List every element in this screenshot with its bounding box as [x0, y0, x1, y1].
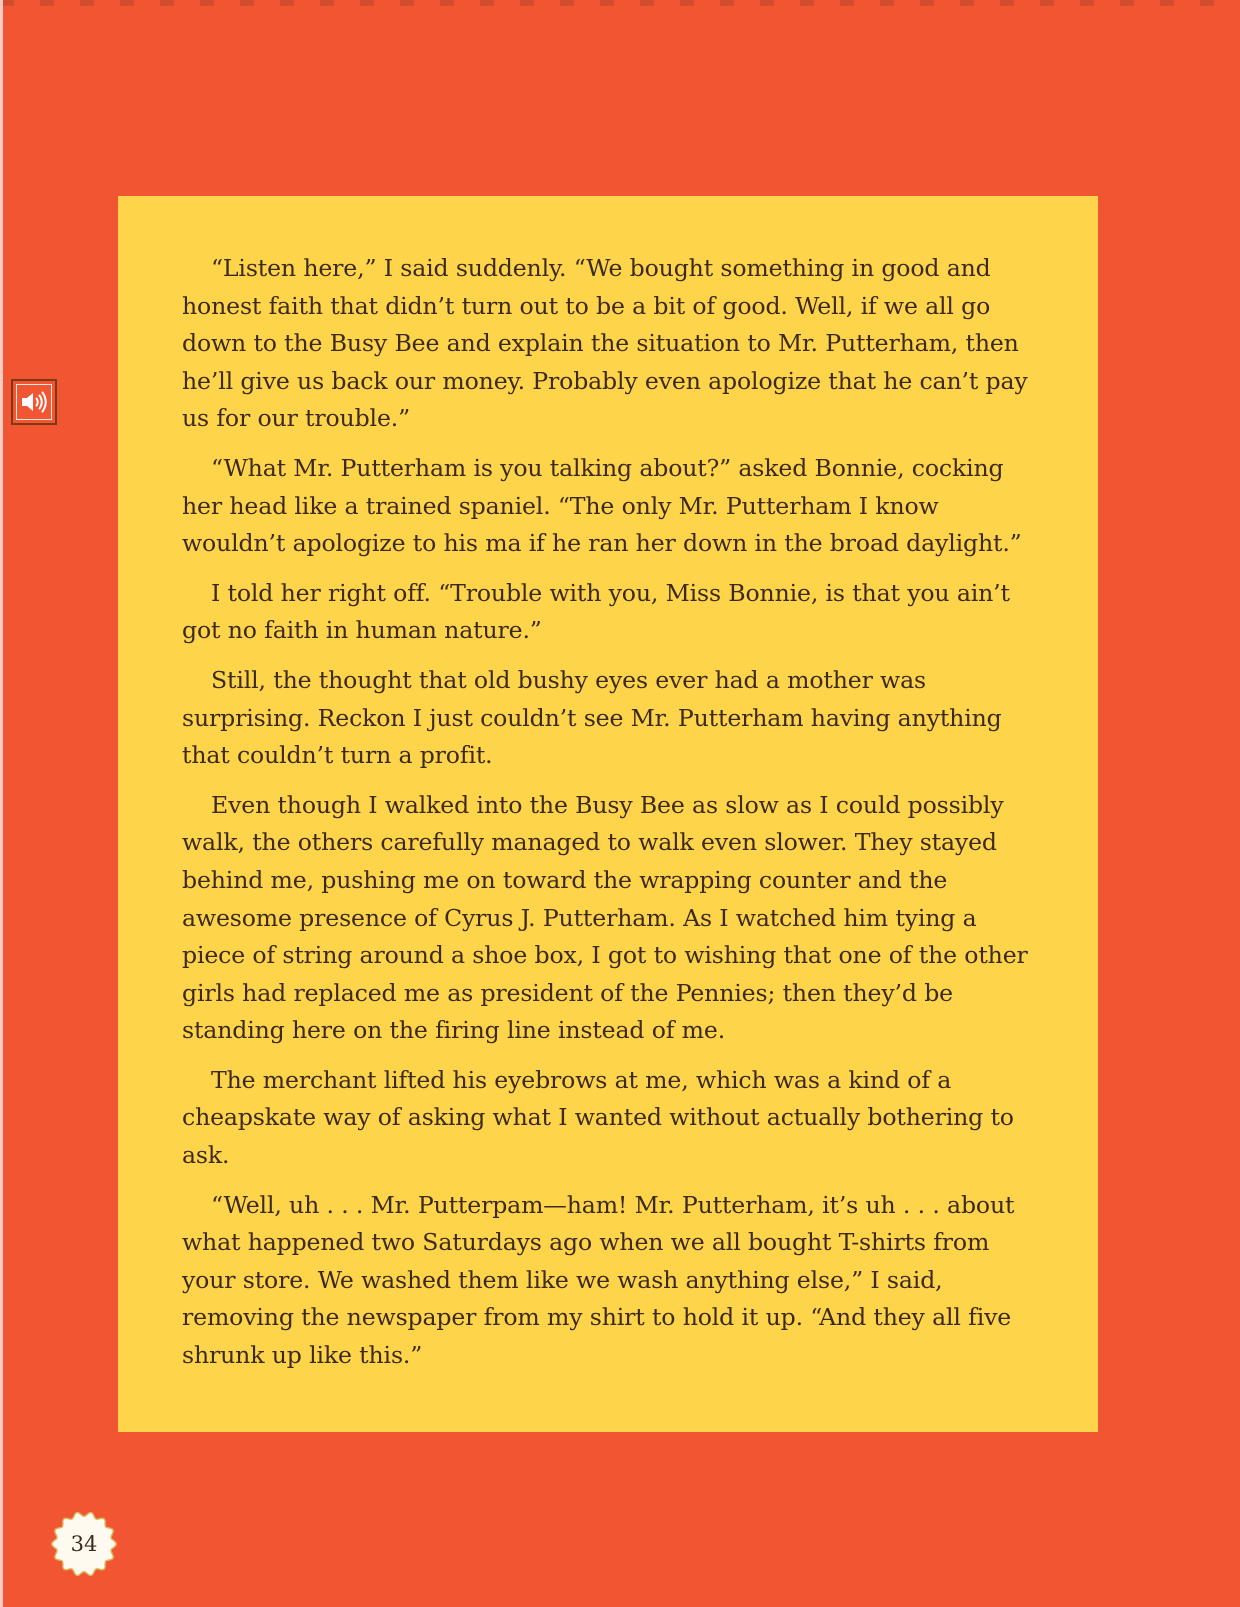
- left-page-edge: [0, 0, 3, 1607]
- story-text-panel: [118, 196, 1098, 1432]
- audio-button-frame: [16, 384, 52, 420]
- page-number: 34: [70, 1532, 98, 1556]
- paragraph-6: The merchant lifted his eyebrows at me, which was a kind of a cheapskate way of asking what I wanted without actually bothering to ask.: [182, 1065, 1014, 1170]
- paragraph-1: “Listen here,” I said suddenly. “We bought something in good and honest faith that didn’t turn out to be a bit of good. Well, if we all go down to the Busy Bee and explain the situation to Mr. Putterham, then he’ll give us back our money. Probably even apologize that he can’t pay us for our trouble.”: [182, 254, 1028, 433]
- paragraph-2: “What Mr. Putterham is you talking about?” asked Bonnie, cocking her head like a trained spaniel. “The only Mr. Putterham I know wouldn’t apologize to his ma if he ran her down in the broad daylight.”: [182, 453, 1022, 558]
- audio-play-button[interactable]: [11, 379, 57, 425]
- paragraph-4: Still, the thought that old bushy eyes ever had a mother was surprising. Reckon I just couldn’t see Mr. Putterham having anything that couldn’t turn a profit.: [182, 665, 1002, 770]
- paragraph-3: I told her right off. “Trouble with you, Miss Bonnie, is that you ain’t got no faith in human nature.”: [182, 578, 1010, 645]
- paragraph-5: Even though I walked into the Busy Bee as slow as I could possibly walk, the others carefully managed to walk even slower. They stayed behind me, pushing me on toward the wrapping counter and the awesome presence of Cyrus J. Putterham. As I watched him tying a piece of string around a shoe box, I got to wishing that one of the other girls had replaced me as president of the Pennies; then they’d be standing here on the firing line instead of me.: [182, 790, 1028, 1045]
- page-number-badge: [50, 1510, 118, 1578]
- paragraph-7: “Well, uh . . . Mr. Putterpam—ham! Mr. Putterham, it’s uh . . . about what happened two Saturdays ago when we all bought T-shirts from your store. We washed them like we wash anything else,” I said, removing the newspaper from my shirt to hold it up. “And they all five shrunk up like this.”: [182, 1190, 1015, 1370]
- top-edge-strip: [0, 0, 1240, 6]
- speaker-icon: [19, 389, 49, 415]
